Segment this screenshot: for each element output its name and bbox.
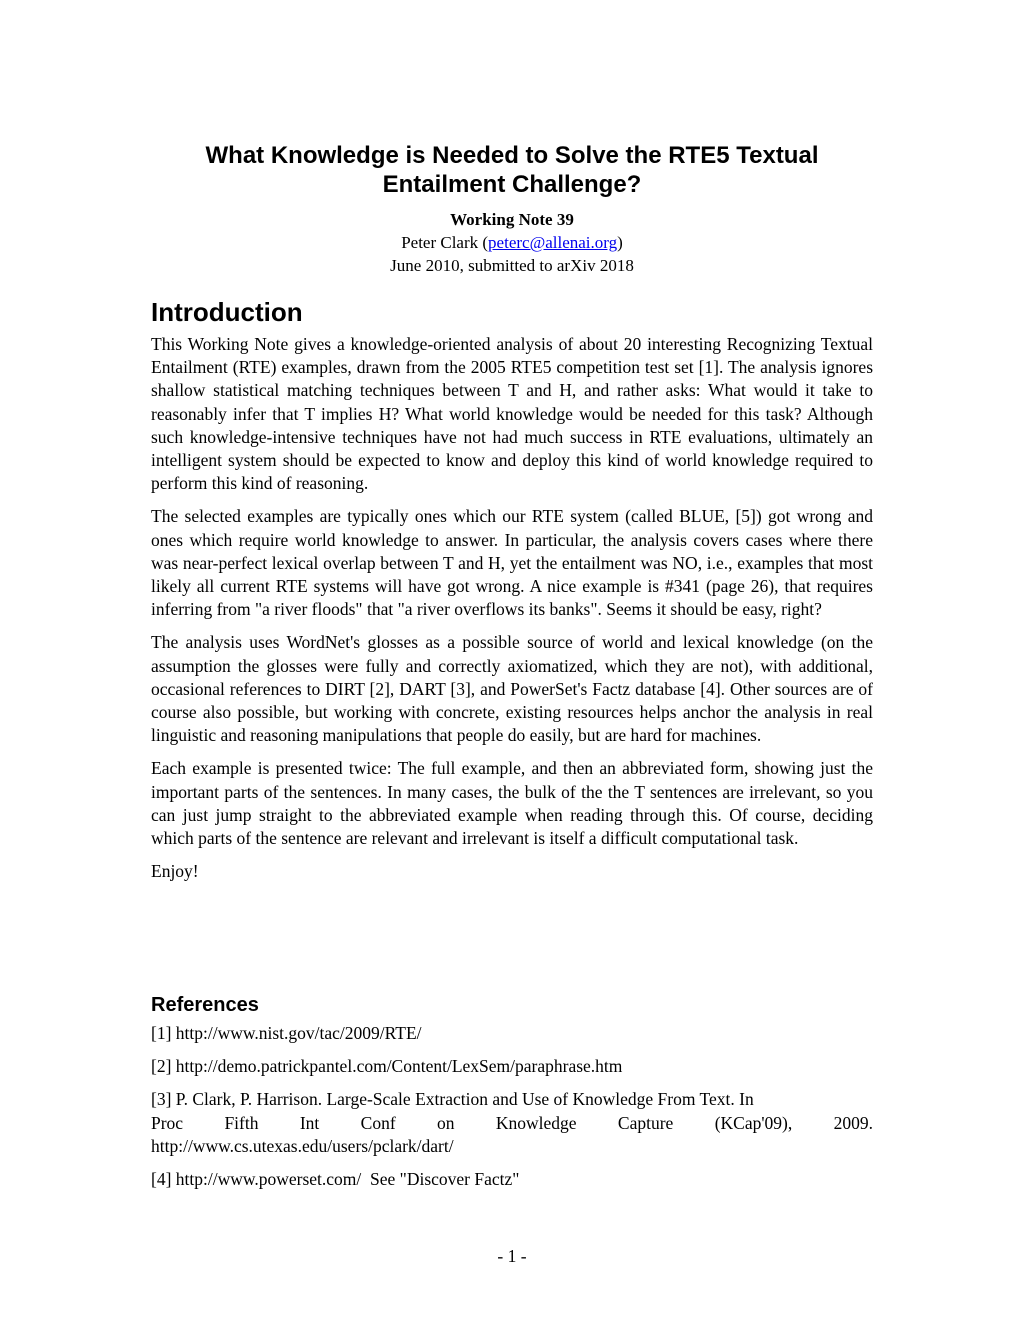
author-line bbox=[151, 231, 873, 254]
intro-paragraph-5: Enjoy! bbox=[151, 861, 199, 882]
reference-3-word: Int bbox=[299, 1112, 320, 1133]
author-suffix: ) bbox=[617, 233, 623, 252]
reference-3-word: Fifth bbox=[224, 1112, 259, 1133]
reference-3-line-1: [3] P. Clark, P. Harrison. Large-Scale Extraction and Use of Knowledge From Text. In bbox=[151, 1089, 754, 1110]
page-number: - 1 - bbox=[497, 1246, 527, 1266]
paper-title-line-2: Entailment Challenge? bbox=[382, 171, 642, 198]
paper-title bbox=[151, 141, 873, 199]
paper-meta bbox=[151, 208, 873, 277]
reference-3-word: Proc bbox=[151, 1112, 184, 1133]
reference-4: [4] http://www.powerset.com/ See "Discover Factz" bbox=[151, 1169, 520, 1190]
intro-paragraph-2: The selected examples are typically ones which our RTE system (called BLUE, [5]) got wrong and ones which require world knowledge to answer. In particular, the analysis covers cases where there was near-perfect lexical overlap between T and H, yet the entailment was NO, i.e., examples that most likely all current RTE systems will have got wrong. A nice example is #341 (page 26), that requires inferring from "a river floods" that "a river overflows its banks". Seems it should be easy, right? bbox=[151, 506, 873, 620]
introduction-body bbox=[151, 333, 873, 893]
reference-3-word: Knowledge bbox=[495, 1112, 577, 1133]
reference-3-word: 2009. bbox=[833, 1112, 873, 1133]
author-email-link[interactable]: peterc@allenai.org bbox=[488, 233, 618, 252]
reference-3-line-3: http://www.cs.utexas.edu/users/pclark/dart/ bbox=[151, 1135, 454, 1156]
reference-3-line-2 bbox=[151, 1112, 873, 1135]
reference-3-word: (KCap'09), bbox=[714, 1112, 793, 1133]
intro-paragraph-3: The analysis uses WordNet's glosses as a possible source of world and lexical knowledge (on the assumption the glosses were fully and correctly axiomatized, which they are not), with additional, occasional references to DIRT [2], DART [3], and PowerSet's Factz database [4]. Other sources are of course also possible, but working with concrete, existing resources helps anchor the analysis in real linguistic and reasoning manipulations that people do easily, but are hard for machines. bbox=[151, 632, 873, 746]
reference-3 bbox=[151, 1088, 873, 1158]
reference-3-word: on bbox=[437, 1112, 455, 1133]
intro-paragraph-4: Each example is presented twice: The full example, and then an abbreviated form, showing just the important parts of the sentences. In many cases, the bulk of the the T sentences are irrelevant, so you can just jump straight to the abbreviated example when reading through this. Of course, deciding which parts of the sentence are relevant and irrelevant is itself a difficult computational task. bbox=[151, 758, 873, 849]
references-list bbox=[151, 1022, 873, 1201]
references-heading: References bbox=[151, 994, 259, 1016]
intro-paragraph-1: This Working Note gives a knowledge-oriented analysis of about 20 interesting Recognizing Textual Entailment (RTE) examples, drawn from the 2005 RTE5 competition test set [1]. The analysis ignores shallow statistical matching techniques between T and H, and rather asks: What would it take to reasonably infer that T implies H? What world knowledge would be needed for this task? Although such knowledge-intensive techniques have not had much success in RTE evaluations, ultimately an intelligent system should be expected to know and deploy this kind of world knowledge required to perform this kind of reasoning. bbox=[151, 334, 873, 494]
reference-1: [1] http://www.nist.gov/tac/2009/RTE/ bbox=[151, 1023, 422, 1043]
author-name: Peter Clark ( bbox=[401, 233, 489, 252]
reference-3-word: Capture bbox=[617, 1112, 674, 1133]
introduction-heading: Introduction bbox=[151, 297, 303, 327]
reference-2: [2] http://demo.patrickpantel.com/Content/LexSem/paraphrase.htm bbox=[151, 1056, 623, 1077]
paper-title-line-1: What Knowledge is Needed to Solve the RTE5 Textual bbox=[205, 142, 819, 169]
working-note-label: Working Note 39 bbox=[450, 210, 574, 229]
reference-3-word: Conf bbox=[360, 1112, 396, 1133]
paper-page bbox=[151, 0, 873, 1325]
date-line: June 2010, submitted to arXiv 2018 bbox=[390, 256, 634, 275]
